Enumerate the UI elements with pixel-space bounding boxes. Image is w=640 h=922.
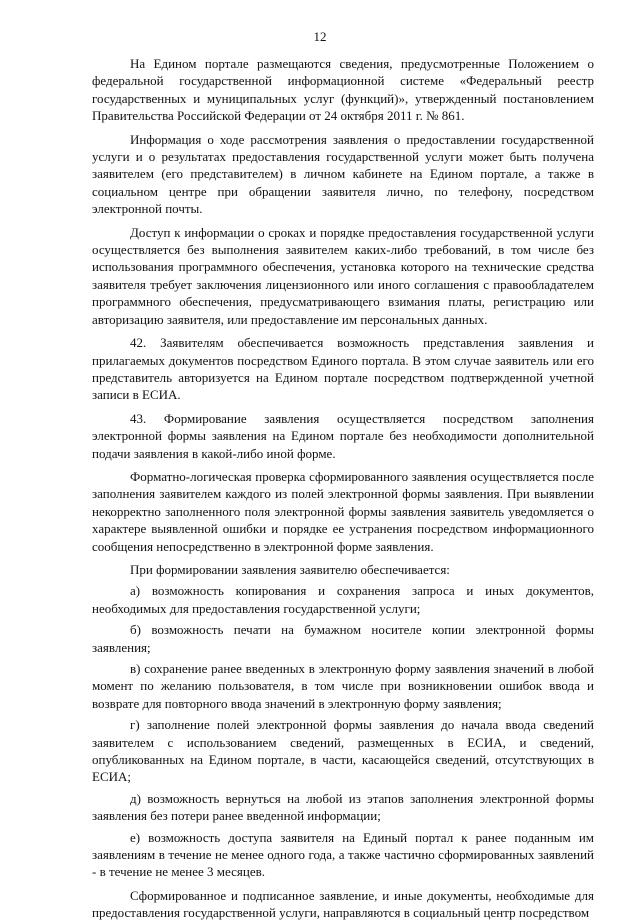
page-number: 12: [313, 29, 327, 44]
paragraph-item-43: 43. Формирование заявления осуществляется посредством заполнения электронной формы заявления на Едином портале без необходимости дополнительной подачи заявления в какой-либо иной форме.: [92, 410, 594, 461]
document-body: [92, 55, 594, 922]
paragraph-portal-info: На Едином портале размещаются сведения, предусмотренные Положением о федеральной государственной информационной системе «Федеральный реестр государственных и муниципальных услуг (функций)», утвержденный постановлением Правительства Российской Федерации от 24 октября 2011 г. № 861.: [92, 56, 594, 124]
list-item-v: в) сохранение ранее введенных в электронную форму заявления значений в любой момент по желанию пользователя, в том числе при возникновении ошибок ввода и возврате для повторного ввода значений в электронную форму заявления;: [92, 661, 594, 711]
paragraph-item-42: 42. Заявителям обеспечивается возможность представления заявления и прилагаемых документов посредством Единого портала. В этом случае заявитель или его представитель авторизуется на Едином портале посредством подтвержденной учетной записи в ЕСИА.: [92, 335, 594, 403]
paragraph-access-info: Доступ к информации о сроках и порядке предоставления государственной услуги осуществляется без выполнения заявителем каких-либо требований, в том числе без использования программного обеспечения, установка которого на технические средства заявителя требует заключения лицензионного или иного соглашения с правообладателем программного обеспечения, предусматривающего взимания платы, регистрацию или авторизацию заявителя, или предоставление им персональных данных.: [92, 224, 594, 327]
paragraph-application-status: Информация о ходе рассмотрения заявления о предоставлении государственной услуги и о результатах предоставления государственной услуги может быть получена заявителем (его представителем) в личном кабинете на Едином портале, а также в социальном центре при обращении заявителя лично, по телефону, посредством электронной почты.: [92, 131, 594, 217]
list-item-d: д) возможность вернуться на любой из этапов заполнения электронной формы заявления без потери ранее введенной информации;: [92, 790, 594, 824]
paragraph-provisions-intro: При формировании заявления заявителю обеспечивается:: [130, 561, 450, 577]
list-item-a: а) возможность копирования и сохранения запроса и иных документов, необходимых для предоставления государственной услуги;: [92, 583, 594, 616]
list-item-b: б) возможность печати на бумажном носителе копии электронной формы заявления;: [92, 622, 594, 655]
list-item-e: е) возможность доступа заявителя на Единый портал к ранее поданным им заявлениям в течение не менее одного года, а также частично сформированных заявлений - в течение не менее 3 месяцев.: [92, 829, 594, 880]
paragraph-format-check: Форматно-логическая проверка сформированного заявления осуществляется после заполнения заявителем каждого из полей электронной формы заявления. При выявлении некорректно заполненного поля электронной формы заявления заявитель уведомляется о характере выявленной ошибки и порядке ее устранения посредством информационного сообщения непосредственно в электронной форме заявления.: [92, 468, 594, 554]
paragraph-submission: Сформированное и подписанное заявление, и иные документы, необходимые для предоставления государственной услуги, направляются в социальный центр посредством: [92, 887, 594, 921]
list-item-g: г) заполнение полей электронной формы заявления до начала ввода сведений заявителем с использованием сведений, размещенных в ЕСИА, и сведений, опубликованных на Едином портале, в части, касающейся сведений, отсутствующих в ЕСИА;: [92, 717, 594, 785]
